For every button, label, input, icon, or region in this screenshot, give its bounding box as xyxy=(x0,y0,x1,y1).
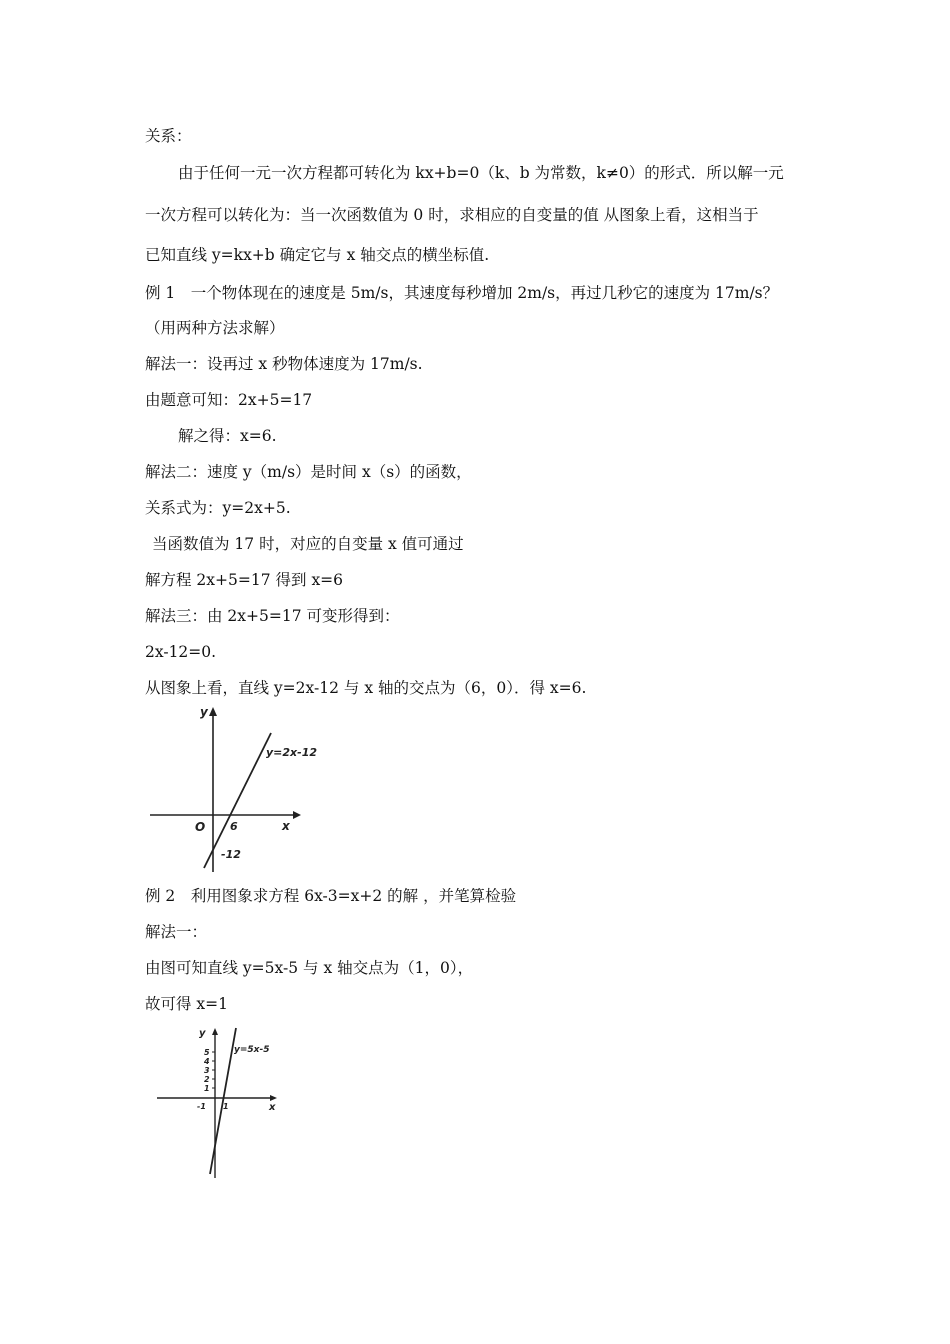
example-1-statement: 例 1 一个物体现在的速度是 5m/s，其速度每秒增加 2m/s，再过几秒它的速度为 17m/s？ xyxy=(145,284,779,302)
x-intercept-label: 6 xyxy=(230,820,238,833)
solution-2-line: 解法二：速度 y（m/s）是时间 x（s）的函数， xyxy=(145,463,472,481)
x-axis-label: x xyxy=(269,1102,276,1113)
x-axis-label: x xyxy=(282,819,290,833)
example-2-solution-text: 由图可知直线 y=5x-5 与 x 轴交点为（1，0）， xyxy=(145,959,474,977)
x-axis-arrow xyxy=(293,811,301,819)
function-line xyxy=(210,1028,236,1174)
solution-3-line: 解法三：由 2x+5=17 可变形得到： xyxy=(145,607,400,625)
neg-x-label: -1 xyxy=(197,1102,206,1111)
y-axis-arrow xyxy=(212,1028,218,1035)
example-2-answer: 故可得 x=1 xyxy=(145,995,229,1013)
solution-3-graph-text: 从图象上看，直线 y=2x-12 与 x 轴的交点为（6，0）．得 x=6. xyxy=(145,679,587,697)
origin-label: O xyxy=(195,820,206,834)
line-label: y=2x-12 xyxy=(266,746,318,759)
solution-2-relation: 关系式为：y=2x+5. xyxy=(145,499,291,517)
text-line-2: 由于任何一元一次方程都可转化为 kx+b=0（k、b 为常数，k≠0）的形式．所以解一元 xyxy=(178,164,784,182)
y-tick-label-4: 4 xyxy=(204,1057,210,1066)
y-tick-label-1: 1 xyxy=(204,1084,210,1093)
solution-1-answer: 解之得：x=6. xyxy=(178,427,277,445)
text-line-4: 已知直线 y=kx+b 确定它与 x 轴交点的横坐标值. xyxy=(145,246,490,264)
solution-3-equation: 2x-12=0. xyxy=(145,643,217,661)
line-label: y=5x-5 xyxy=(234,1045,270,1055)
y-axis-label: y xyxy=(200,705,208,719)
solution-1-line: 解法一：设再过 x 秒物体速度为 17m/s. xyxy=(145,355,423,373)
example-1-note: （用两种方法求解） xyxy=(145,319,285,337)
y-intercept-label: -12 xyxy=(221,848,241,861)
graph-y-2x-12 xyxy=(145,700,318,875)
example-2-solution-label: 解法一： xyxy=(145,923,208,941)
y-tick-label-3: 3 xyxy=(204,1066,210,1075)
x-axis-arrow xyxy=(270,1095,277,1101)
y-tick-label-2: 2 xyxy=(204,1075,210,1084)
text-line-1: 关系： xyxy=(145,127,192,145)
graph-y-5x-5 xyxy=(150,1022,285,1180)
example-2-statement: 例 2 利用图象求方程 6x-3=x+2 的解 ，并笔算检验 xyxy=(145,887,517,905)
solution-2-answer: 解方程 2x+5=17 得到 x=6 xyxy=(145,571,344,589)
solution-2-text: 当函数值为 17 时，对应的自变量 x 值可通过 xyxy=(152,535,464,553)
y-axis-label: y xyxy=(199,1028,206,1039)
text-line-3: 一次方程可以转化为：当一次函数值为 0 时，求相应的自变量的值 从图象上看，这相当于 xyxy=(145,206,759,224)
pos-x-label: 1 xyxy=(223,1102,229,1111)
y-axis-arrow xyxy=(209,707,217,716)
y-tick-label-5: 5 xyxy=(204,1048,210,1057)
solution-1-equation: 由题意可知：2x+5=17 xyxy=(145,391,313,409)
